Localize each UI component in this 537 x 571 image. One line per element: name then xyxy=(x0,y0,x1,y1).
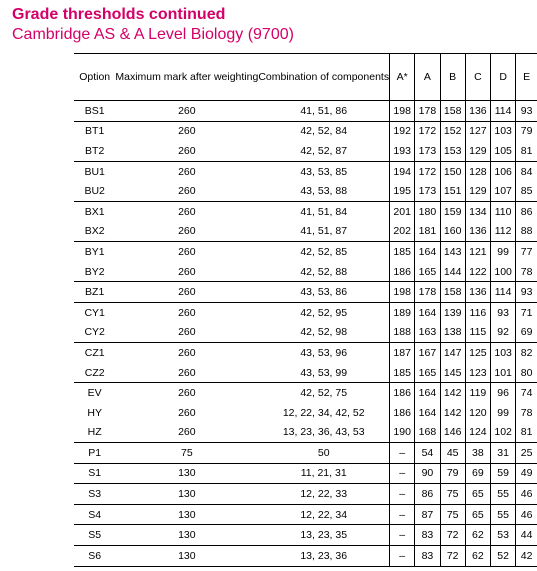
table-row xyxy=(74,222,537,242)
table-row xyxy=(74,282,537,303)
cell-max-mark: 260 xyxy=(115,383,258,403)
cell-grade-c: 120 xyxy=(465,403,490,423)
cell-grade-a: 83 xyxy=(415,546,440,567)
cell-grade-d: 55 xyxy=(491,504,516,525)
cell-option: BT2 xyxy=(85,144,105,157)
cell-max-mark: 260 xyxy=(115,201,258,221)
cell-grade-d: 110 xyxy=(491,201,516,221)
cell-max-mark: 260 xyxy=(115,161,258,181)
cell-combination: 43, 53, 85 xyxy=(258,161,389,181)
table-row xyxy=(74,161,537,181)
cell-option: BU2 xyxy=(84,185,105,198)
cell-grade-d: 99 xyxy=(491,242,516,262)
cell-max-mark: 260 xyxy=(115,302,258,322)
cell-grade-e: 84 xyxy=(516,161,537,181)
cell-max-mark: 260 xyxy=(115,101,258,122)
cell-max-mark: 260 xyxy=(178,265,196,278)
cell-option: S4 xyxy=(74,504,115,525)
table-row xyxy=(74,201,537,221)
cell-grade-astar: 186 xyxy=(390,403,415,423)
cell-grade-a: 173 xyxy=(415,181,440,201)
header-grade-d: D xyxy=(491,54,516,101)
cell-grade-e: 49 xyxy=(516,463,537,484)
header-combination: Combination of components xyxy=(258,54,389,101)
cell-grade-a: 164 xyxy=(415,242,440,262)
cell-grade-astar: – xyxy=(390,504,415,525)
table-row xyxy=(74,302,537,322)
cell-grade-b: 151 xyxy=(440,181,465,201)
cell-grade-astar: 202 xyxy=(390,222,415,242)
cell-grade-c: 122 xyxy=(465,262,490,282)
cell-grade-d: 52 xyxy=(491,546,516,567)
cell-combination: 12, 22, 33 xyxy=(258,484,389,505)
cell-combination: 50 xyxy=(258,443,389,464)
cell-grade-c: 121 xyxy=(465,242,490,262)
table-row xyxy=(74,403,537,423)
cell-grade-a: 178 xyxy=(415,282,440,303)
cell-grade-astar: 190 xyxy=(390,423,415,443)
cell-combination: 13, 23, 36 xyxy=(258,546,389,567)
table-row xyxy=(74,181,537,201)
cell-grade-b: 152 xyxy=(440,121,465,141)
cell-grade-b: 147 xyxy=(440,343,465,363)
cell-option: BY1 xyxy=(74,242,115,262)
cell-grade-e: 85 xyxy=(516,181,537,201)
cell-grade-d: 93 xyxy=(491,302,516,322)
cell-option: BS1 xyxy=(74,101,115,122)
cell-max-mark: 260 xyxy=(178,185,196,198)
cell-combination: 43, 53, 96 xyxy=(258,343,389,363)
cell-option: BX2 xyxy=(84,225,105,238)
cell-option: CZ2 xyxy=(84,366,105,379)
cell-grade-c: 65 xyxy=(465,504,490,525)
cell-combination: 42, 52, 98 xyxy=(300,326,348,339)
cell-grade-c: 136 xyxy=(465,222,490,242)
cell-grade-c: 127 xyxy=(465,121,490,141)
header-grade-astar: A* xyxy=(390,54,415,101)
cell-grade-a: 90 xyxy=(415,463,440,484)
cell-grade-astar: 192 xyxy=(390,121,415,141)
cell-grade-c: 62 xyxy=(465,546,490,567)
table-body xyxy=(74,101,537,567)
cell-combination: 43, 53, 86 xyxy=(258,282,389,303)
cell-option: BZ1 xyxy=(74,282,115,303)
cell-grade-d: 107 xyxy=(491,181,516,201)
cell-option: S6 xyxy=(74,546,115,567)
cell-grade-a: 172 xyxy=(415,161,440,181)
cell-grade-b: 142 xyxy=(440,403,465,423)
cell-grade-astar: – xyxy=(390,546,415,567)
cell-grade-e: 44 xyxy=(516,525,537,546)
cell-combination: 43, 53, 99 xyxy=(300,366,348,379)
cell-combination: 12, 22, 34 xyxy=(258,504,389,525)
cell-grade-b: 145 xyxy=(440,363,465,383)
table-row xyxy=(74,383,537,403)
cell-grade-b: 160 xyxy=(440,222,465,242)
cell-grade-e: 93 xyxy=(516,282,537,303)
cell-grade-d: 100 xyxy=(491,262,516,282)
cell-grade-a: 86 xyxy=(415,484,440,505)
cell-grade-b: 45 xyxy=(440,443,465,464)
table-row xyxy=(74,546,537,567)
cell-grade-b: 153 xyxy=(440,141,465,161)
cell-grade-astar: 188 xyxy=(390,323,415,343)
cell-option: BU1 xyxy=(74,161,115,181)
cell-combination: 42, 52, 88 xyxy=(300,265,348,278)
header-grade-e: E xyxy=(516,54,537,101)
cell-grade-d: 99 xyxy=(491,403,516,423)
cell-option: S1 xyxy=(74,463,115,484)
cell-combination: 41, 51, 84 xyxy=(258,201,389,221)
cell-grade-a: 172 xyxy=(415,121,440,141)
cell-grade-e: 78 xyxy=(516,262,537,282)
cell-grade-d: 103 xyxy=(491,121,516,141)
cell-grade-astar: 185 xyxy=(390,363,415,383)
table-row xyxy=(74,463,537,484)
cell-grade-d: 96 xyxy=(491,383,516,403)
cell-grade-b: 158 xyxy=(440,282,465,303)
cell-grade-b: 75 xyxy=(440,484,465,505)
cell-grade-astar: – xyxy=(390,443,415,464)
cell-option: HY xyxy=(87,406,102,419)
cell-grade-c: 69 xyxy=(465,463,490,484)
cell-grade-e: 81 xyxy=(516,423,537,443)
cell-combination: 42, 52, 95 xyxy=(258,302,389,322)
cell-grade-b: 72 xyxy=(440,525,465,546)
cell-grade-a: 173 xyxy=(415,141,440,161)
cell-grade-d: 55 xyxy=(491,484,516,505)
cell-grade-astar: 187 xyxy=(390,343,415,363)
cell-grade-c: 119 xyxy=(465,383,490,403)
cell-grade-e: 88 xyxy=(516,222,537,242)
cell-grade-e: 46 xyxy=(516,484,537,505)
cell-combination: 42, 52, 84 xyxy=(258,121,389,141)
cell-grade-d: 59 xyxy=(491,463,516,484)
cell-grade-astar: 185 xyxy=(390,242,415,262)
cell-grade-a: 87 xyxy=(415,504,440,525)
cell-grade-a: 164 xyxy=(415,302,440,322)
cell-grade-b: 138 xyxy=(440,323,465,343)
cell-grade-e: 81 xyxy=(516,141,537,161)
cell-grade-astar: 186 xyxy=(390,262,415,282)
cell-grade-a: 164 xyxy=(415,383,440,403)
cell-grade-b: 79 xyxy=(440,463,465,484)
cell-max-mark: 260 xyxy=(178,225,196,238)
cell-option: BT1 xyxy=(74,121,115,141)
cell-combination: 41, 51, 87 xyxy=(300,225,348,238)
cell-combination: 13, 23, 36, 43, 53 xyxy=(282,426,365,439)
cell-grade-astar: – xyxy=(390,484,415,505)
cell-option: P1 xyxy=(74,443,115,464)
table-row xyxy=(74,343,537,363)
cell-option: CY2 xyxy=(84,326,105,339)
cell-grade-c: 136 xyxy=(465,101,490,122)
cell-grade-c: 116 xyxy=(465,302,490,322)
cell-combination: 41, 51, 86 xyxy=(258,101,389,122)
cell-max-mark: 260 xyxy=(178,326,196,339)
cell-grade-a: 163 xyxy=(415,323,440,343)
cell-grade-d: 101 xyxy=(491,363,516,383)
cell-grade-e: 71 xyxy=(516,302,537,322)
table-row xyxy=(74,443,537,464)
cell-grade-a: 180 xyxy=(415,201,440,221)
cell-option: CY1 xyxy=(74,302,115,322)
cell-grade-d: 106 xyxy=(491,161,516,181)
cell-grade-d: 114 xyxy=(491,101,516,122)
cell-grade-d: 92 xyxy=(491,323,516,343)
header-maximum-mark: Maximum mark after weighting xyxy=(115,54,258,101)
cell-grade-d: 112 xyxy=(491,222,516,242)
cell-grade-e: 69 xyxy=(516,323,537,343)
cell-combination: 12, 22, 34, 42, 52 xyxy=(282,406,365,419)
cell-grade-c: 129 xyxy=(465,181,490,201)
cell-grade-c: 125 xyxy=(465,343,490,363)
cell-grade-e: 77 xyxy=(516,242,537,262)
cell-grade-astar: 193 xyxy=(390,141,415,161)
cell-grade-b: 139 xyxy=(440,302,465,322)
cell-option: CZ1 xyxy=(74,343,115,363)
table-row xyxy=(74,262,537,282)
cell-grade-c: 134 xyxy=(465,201,490,221)
cell-option: S5 xyxy=(74,525,115,546)
cell-grade-d: 31 xyxy=(491,443,516,464)
cell-grade-astar: 198 xyxy=(390,101,415,122)
cell-max-mark: 260 xyxy=(178,366,196,379)
cell-grade-astar: 189 xyxy=(390,302,415,322)
table-row xyxy=(74,121,537,141)
cell-grade-astar: 201 xyxy=(390,201,415,221)
cell-grade-c: 129 xyxy=(465,141,490,161)
cell-option: EV xyxy=(74,383,115,403)
cell-grade-e: 80 xyxy=(516,363,537,383)
cell-grade-a: 165 xyxy=(415,363,440,383)
table-row xyxy=(74,101,537,122)
cell-grade-d: 102 xyxy=(491,423,516,443)
cell-grade-c: 124 xyxy=(465,423,490,443)
cell-max-mark: 260 xyxy=(115,282,258,303)
page-subtitle: Cambridge AS & A Level Biology (9700) xyxy=(12,26,294,43)
cell-max-mark: 260 xyxy=(178,144,196,157)
table-row xyxy=(74,141,537,161)
header-option: Option xyxy=(74,54,115,101)
cell-grade-c: 65 xyxy=(465,484,490,505)
cell-combination: 43, 53, 88 xyxy=(300,185,348,198)
cell-grade-e: 25 xyxy=(516,443,537,464)
cell-max-mark: 260 xyxy=(178,426,196,439)
cell-grade-c: 115 xyxy=(465,323,490,343)
cell-grade-b: 75 xyxy=(440,504,465,525)
cell-max-mark: 130 xyxy=(115,504,258,525)
cell-grade-e: 82 xyxy=(516,343,537,363)
header-grade-b: B xyxy=(440,54,465,101)
cell-max-mark: 260 xyxy=(115,242,258,262)
cell-grade-b: 72 xyxy=(440,546,465,567)
cell-grade-b: 146 xyxy=(440,423,465,443)
cell-grade-e: 93 xyxy=(516,101,537,122)
table-row xyxy=(74,484,537,505)
cell-max-mark: 130 xyxy=(115,546,258,567)
cell-grade-e: 86 xyxy=(516,201,537,221)
table-row xyxy=(74,242,537,262)
cell-combination: 42, 52, 85 xyxy=(258,242,389,262)
cell-grade-b: 159 xyxy=(440,201,465,221)
cell-combination: 42, 52, 87 xyxy=(300,144,348,157)
cell-grade-a: 83 xyxy=(415,525,440,546)
table-row xyxy=(74,423,537,443)
cell-grade-a: 178 xyxy=(415,101,440,122)
cell-grade-d: 53 xyxy=(491,525,516,546)
cell-max-mark: 260 xyxy=(115,343,258,363)
cell-grade-astar: 195 xyxy=(390,181,415,201)
grade-thresholds-table xyxy=(74,53,537,567)
cell-max-mark: 130 xyxy=(115,484,258,505)
cell-grade-a: 165 xyxy=(415,262,440,282)
cell-grade-b: 143 xyxy=(440,242,465,262)
cell-grade-b: 158 xyxy=(440,101,465,122)
header-grade-c: C xyxy=(465,54,490,101)
cell-option: S3 xyxy=(74,484,115,505)
cell-grade-b: 150 xyxy=(440,161,465,181)
cell-combination: 42, 52, 75 xyxy=(258,383,389,403)
cell-combination: 11, 21, 31 xyxy=(258,463,389,484)
cell-option: HZ xyxy=(87,426,102,439)
cell-grade-e: 46 xyxy=(516,504,537,525)
cell-combination: 13, 23, 35 xyxy=(258,525,389,546)
cell-grade-b: 144 xyxy=(440,262,465,282)
cell-grade-e: 42 xyxy=(516,546,537,567)
cell-grade-e: 74 xyxy=(516,383,537,403)
cell-grade-astar: – xyxy=(390,463,415,484)
table-row xyxy=(74,363,537,383)
page-title: Grade thresholds continued xyxy=(12,6,226,23)
cell-grade-astar: 198 xyxy=(390,282,415,303)
cell-grade-c: 136 xyxy=(465,282,490,303)
cell-max-mark: 260 xyxy=(115,121,258,141)
cell-option: BY2 xyxy=(84,265,105,278)
cell-max-mark: 130 xyxy=(115,463,258,484)
cell-grade-c: 62 xyxy=(465,525,490,546)
cell-grade-d: 103 xyxy=(491,343,516,363)
table-row xyxy=(74,525,537,546)
cell-grade-astar: 186 xyxy=(390,383,415,403)
cell-option: BX1 xyxy=(74,201,115,221)
table-row xyxy=(74,323,537,343)
cell-max-mark: 75 xyxy=(115,443,258,464)
cell-grade-a: 167 xyxy=(415,343,440,363)
cell-grade-a: 181 xyxy=(415,222,440,242)
table-header-row xyxy=(74,54,537,101)
cell-max-mark: 260 xyxy=(178,406,196,419)
cell-grade-c: 128 xyxy=(465,161,490,181)
cell-grade-astar: – xyxy=(390,525,415,546)
cell-grade-d: 105 xyxy=(491,141,516,161)
cell-max-mark: 130 xyxy=(115,525,258,546)
cell-grade-a: 168 xyxy=(415,423,440,443)
cell-grade-astar: 194 xyxy=(390,161,415,181)
table-row xyxy=(74,504,537,525)
cell-grade-e: 78 xyxy=(516,403,537,423)
cell-grade-a: 54 xyxy=(415,443,440,464)
cell-grade-b: 142 xyxy=(440,383,465,403)
cell-grade-a: 164 xyxy=(415,403,440,423)
cell-grade-c: 123 xyxy=(465,363,490,383)
cell-grade-e: 79 xyxy=(516,121,537,141)
cell-grade-c: 38 xyxy=(465,443,490,464)
header-grade-a: A xyxy=(415,54,440,101)
cell-grade-d: 114 xyxy=(491,282,516,303)
